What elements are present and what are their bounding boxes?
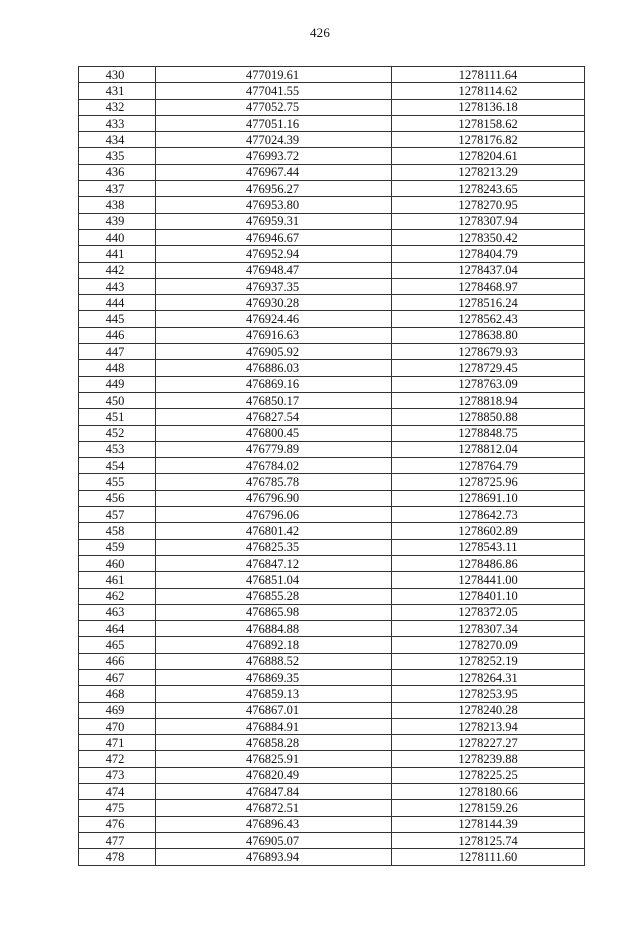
y-coordinate-cell: 1278307.94 (392, 213, 585, 229)
x-coordinate-cell: 476869.16 (156, 376, 392, 392)
point-number-cell: 450 (79, 392, 156, 408)
table-row (79, 148, 585, 164)
point-number-cell: 454 (79, 458, 156, 474)
point-number-cell: 465 (79, 637, 156, 653)
table-row (79, 67, 585, 83)
point-number-cell: 448 (79, 360, 156, 376)
table-row (79, 572, 585, 588)
x-coordinate-cell: 476884.91 (156, 718, 392, 734)
y-coordinate-cell: 1278763.09 (392, 376, 585, 392)
point-number-cell: 449 (79, 376, 156, 392)
table-row (79, 718, 585, 734)
x-coordinate-cell: 476892.18 (156, 637, 392, 653)
x-coordinate-cell: 476930.28 (156, 295, 392, 311)
x-coordinate-cell: 476905.92 (156, 344, 392, 360)
x-coordinate-cell: 476825.35 (156, 539, 392, 555)
table-row (79, 83, 585, 99)
y-coordinate-cell: 1278264.31 (392, 669, 585, 685)
y-coordinate-cell: 1278725.96 (392, 474, 585, 490)
y-coordinate-cell: 1278679.93 (392, 344, 585, 360)
table-row (79, 409, 585, 425)
y-coordinate-cell: 1278602.89 (392, 523, 585, 539)
point-number-cell: 466 (79, 653, 156, 669)
x-coordinate-cell: 476967.44 (156, 164, 392, 180)
table-row (79, 604, 585, 620)
point-number-cell: 451 (79, 409, 156, 425)
point-number-cell: 469 (79, 702, 156, 718)
point-number-cell: 473 (79, 767, 156, 783)
table-row (79, 197, 585, 213)
y-coordinate-cell: 1278114.62 (392, 83, 585, 99)
y-coordinate-cell: 1278252.19 (392, 653, 585, 669)
table-row (79, 376, 585, 392)
y-coordinate-cell: 1278404.79 (392, 246, 585, 262)
point-number-cell: 443 (79, 278, 156, 294)
x-coordinate-cell: 476946.67 (156, 229, 392, 245)
table-row (79, 523, 585, 539)
x-coordinate-cell: 476800.45 (156, 425, 392, 441)
x-coordinate-cell: 476796.90 (156, 490, 392, 506)
table-row (79, 702, 585, 718)
table-row (79, 767, 585, 783)
y-coordinate-cell: 1278213.29 (392, 164, 585, 180)
x-coordinate-cell: 476884.88 (156, 621, 392, 637)
point-number-cell: 463 (79, 604, 156, 620)
x-coordinate-cell: 476827.54 (156, 409, 392, 425)
table-row (79, 507, 585, 523)
y-coordinate-cell: 1278270.09 (392, 637, 585, 653)
x-coordinate-cell: 476847.84 (156, 784, 392, 800)
y-coordinate-cell: 1278307.34 (392, 621, 585, 637)
table-row (79, 474, 585, 490)
y-coordinate-cell: 1278850.88 (392, 409, 585, 425)
x-coordinate-cell: 476825.91 (156, 751, 392, 767)
table-row (79, 262, 585, 278)
y-coordinate-cell: 1278204.61 (392, 148, 585, 164)
x-coordinate-cell: 476888.52 (156, 653, 392, 669)
y-coordinate-cell: 1278136.18 (392, 99, 585, 115)
y-coordinate-cell: 1278729.45 (392, 360, 585, 376)
y-coordinate-cell: 1278144.39 (392, 816, 585, 832)
x-coordinate-cell: 476952.94 (156, 246, 392, 262)
x-coordinate-cell: 477051.16 (156, 115, 392, 131)
x-coordinate-cell: 476867.01 (156, 702, 392, 718)
x-coordinate-cell: 476784.02 (156, 458, 392, 474)
table-row (79, 311, 585, 327)
y-coordinate-cell: 1278111.64 (392, 67, 585, 83)
table-row (79, 588, 585, 604)
point-number-cell: 471 (79, 735, 156, 751)
y-coordinate-cell: 1278691.10 (392, 490, 585, 506)
point-number-cell: 461 (79, 572, 156, 588)
y-coordinate-cell: 1278516.24 (392, 295, 585, 311)
y-coordinate-cell: 1278180.66 (392, 784, 585, 800)
point-number-cell: 435 (79, 148, 156, 164)
point-number-cell: 446 (79, 327, 156, 343)
table-row (79, 653, 585, 669)
table-row (79, 360, 585, 376)
table-row (79, 735, 585, 751)
table-row (79, 816, 585, 832)
x-coordinate-cell: 476850.17 (156, 392, 392, 408)
point-number-cell: 430 (79, 67, 156, 83)
table-row (79, 637, 585, 653)
point-number-cell: 447 (79, 344, 156, 360)
table-row (79, 229, 585, 245)
y-coordinate-cell: 1278253.95 (392, 686, 585, 702)
table-row (79, 181, 585, 197)
page-number: 426 (309, 25, 331, 40)
table-row (79, 555, 585, 571)
point-number-cell: 444 (79, 295, 156, 311)
y-coordinate-cell: 1278158.62 (392, 115, 585, 131)
x-coordinate-cell: 476896.43 (156, 816, 392, 832)
point-number-cell: 438 (79, 197, 156, 213)
table-row (79, 784, 585, 800)
table-row (79, 132, 585, 148)
point-number-cell: 437 (79, 181, 156, 197)
point-number-cell: 478 (79, 849, 156, 865)
point-number-cell: 452 (79, 425, 156, 441)
table-row (79, 849, 585, 865)
point-number-cell: 476 (79, 816, 156, 832)
x-coordinate-cell: 476905.07 (156, 832, 392, 848)
table-row (79, 213, 585, 229)
x-coordinate-cell: 476859.13 (156, 686, 392, 702)
y-coordinate-cell: 1278441.00 (392, 572, 585, 588)
y-coordinate-cell: 1278243.65 (392, 181, 585, 197)
table-row (79, 441, 585, 457)
table-row (79, 164, 585, 180)
x-coordinate-cell: 476779.89 (156, 441, 392, 457)
x-coordinate-cell: 476872.51 (156, 800, 392, 816)
table-row (79, 344, 585, 360)
y-coordinate-cell: 1278176.82 (392, 132, 585, 148)
y-coordinate-cell: 1278270.95 (392, 197, 585, 213)
point-number-cell: 462 (79, 588, 156, 604)
point-number-cell: 474 (79, 784, 156, 800)
table-row (79, 246, 585, 262)
point-number-cell: 431 (79, 83, 156, 99)
table-row (79, 99, 585, 115)
x-coordinate-cell: 476820.49 (156, 767, 392, 783)
y-coordinate-cell: 1278468.97 (392, 278, 585, 294)
y-coordinate-cell: 1278543.11 (392, 539, 585, 555)
point-number-cell: 445 (79, 311, 156, 327)
y-coordinate-cell: 1278562.43 (392, 311, 585, 327)
coordinates-table-body (79, 67, 585, 866)
x-coordinate-cell: 476865.98 (156, 604, 392, 620)
point-number-cell: 475 (79, 800, 156, 816)
point-number-cell: 432 (79, 99, 156, 115)
table-row (79, 490, 585, 506)
table-row (79, 327, 585, 343)
table-row (79, 392, 585, 408)
x-coordinate-cell: 476924.46 (156, 311, 392, 327)
table-row (79, 539, 585, 555)
x-coordinate-cell: 476855.28 (156, 588, 392, 604)
y-coordinate-cell: 1278818.94 (392, 392, 585, 408)
y-coordinate-cell: 1278848.75 (392, 425, 585, 441)
y-coordinate-cell: 1278437.04 (392, 262, 585, 278)
x-coordinate-cell: 477024.39 (156, 132, 392, 148)
y-coordinate-cell: 1278227.27 (392, 735, 585, 751)
y-coordinate-cell: 1278239.88 (392, 751, 585, 767)
table-row (79, 115, 585, 131)
point-number-cell: 467 (79, 669, 156, 685)
table-row (79, 278, 585, 294)
table-row (79, 621, 585, 637)
y-coordinate-cell: 1278111.60 (392, 849, 585, 865)
x-coordinate-cell: 476801.42 (156, 523, 392, 539)
point-number-cell: 468 (79, 686, 156, 702)
x-coordinate-cell: 476916.63 (156, 327, 392, 343)
point-number-cell: 459 (79, 539, 156, 555)
point-number-cell: 455 (79, 474, 156, 490)
point-number-cell: 440 (79, 229, 156, 245)
y-coordinate-cell: 1278401.10 (392, 588, 585, 604)
x-coordinate-cell: 476785.78 (156, 474, 392, 490)
point-number-cell: 472 (79, 751, 156, 767)
x-coordinate-cell: 476956.27 (156, 181, 392, 197)
point-number-cell: 457 (79, 507, 156, 523)
x-coordinate-cell: 477041.55 (156, 83, 392, 99)
coordinates-table-container (78, 66, 584, 866)
table-row (79, 832, 585, 848)
x-coordinate-cell: 476886.03 (156, 360, 392, 376)
x-coordinate-cell: 476993.72 (156, 148, 392, 164)
x-coordinate-cell: 477052.75 (156, 99, 392, 115)
x-coordinate-cell: 476893.94 (156, 849, 392, 865)
x-coordinate-cell: 476847.12 (156, 555, 392, 571)
point-number-cell: 434 (79, 132, 156, 148)
x-coordinate-cell: 476869.35 (156, 669, 392, 685)
table-row (79, 669, 585, 685)
point-number-cell: 433 (79, 115, 156, 131)
x-coordinate-cell: 476959.31 (156, 213, 392, 229)
y-coordinate-cell: 1278213.94 (392, 718, 585, 734)
y-coordinate-cell: 1278159.26 (392, 800, 585, 816)
x-coordinate-cell: 476851.04 (156, 572, 392, 588)
point-number-cell: 436 (79, 164, 156, 180)
y-coordinate-cell: 1278486.86 (392, 555, 585, 571)
y-coordinate-cell: 1278764.79 (392, 458, 585, 474)
y-coordinate-cell: 1278225.25 (392, 767, 585, 783)
x-coordinate-cell: 476953.80 (156, 197, 392, 213)
x-coordinate-cell: 476858.28 (156, 735, 392, 751)
table-row (79, 800, 585, 816)
point-number-cell: 439 (79, 213, 156, 229)
x-coordinate-cell: 476937.35 (156, 278, 392, 294)
point-number-cell: 470 (79, 718, 156, 734)
table-row (79, 425, 585, 441)
point-number-cell: 464 (79, 621, 156, 637)
point-number-cell: 477 (79, 832, 156, 848)
table-row (79, 295, 585, 311)
point-number-cell: 453 (79, 441, 156, 457)
x-coordinate-cell: 476796.06 (156, 507, 392, 523)
y-coordinate-cell: 1278240.28 (392, 702, 585, 718)
table-row (79, 751, 585, 767)
y-coordinate-cell: 1278812.04 (392, 441, 585, 457)
x-coordinate-cell: 477019.61 (156, 67, 392, 83)
point-number-cell: 456 (79, 490, 156, 506)
y-coordinate-cell: 1278350.42 (392, 229, 585, 245)
table-row (79, 686, 585, 702)
point-number-cell: 441 (79, 246, 156, 262)
y-coordinate-cell: 1278372.05 (392, 604, 585, 620)
y-coordinate-cell: 1278642.73 (392, 507, 585, 523)
point-number-cell: 460 (79, 555, 156, 571)
point-number-cell: 442 (79, 262, 156, 278)
x-coordinate-cell: 476948.47 (156, 262, 392, 278)
table-row (79, 458, 585, 474)
coordinates-table (78, 66, 585, 866)
y-coordinate-cell: 1278125.74 (392, 832, 585, 848)
y-coordinate-cell: 1278638.80 (392, 327, 585, 343)
point-number-cell: 458 (79, 523, 156, 539)
